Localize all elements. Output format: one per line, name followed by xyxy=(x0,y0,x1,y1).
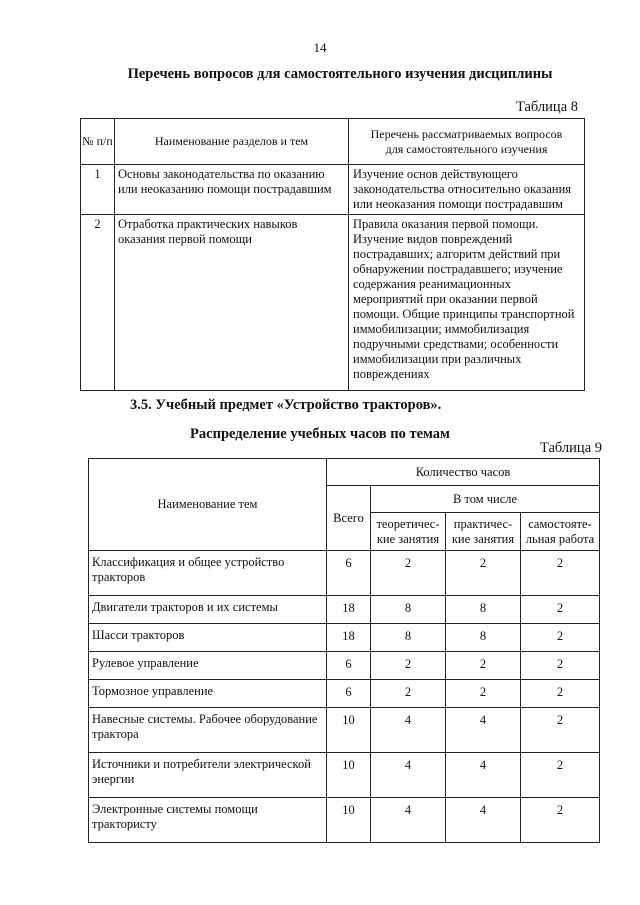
self-hours: 2 xyxy=(521,680,600,708)
topic-name: Шасси тракторов xyxy=(89,624,327,652)
table-row xyxy=(81,215,585,391)
table-row xyxy=(89,624,600,652)
total-hours: 10 xyxy=(327,753,371,798)
table8-label: Таблица 8 xyxy=(515,99,578,115)
total-hours: 18 xyxy=(327,596,371,624)
table-row xyxy=(89,680,600,708)
col-header-section: Наименование разделов и тем xyxy=(115,119,349,165)
topic-name: Классификация и общее устройство тракторов xyxy=(89,551,327,596)
table-row xyxy=(89,652,600,680)
total-hours: 6 xyxy=(327,680,371,708)
theory-hours: 4 xyxy=(371,798,446,843)
col-header-total: Всего xyxy=(327,486,371,551)
self-hours: 2 xyxy=(521,798,600,843)
topic-name: Электронные системы помощи трактористу xyxy=(89,798,327,843)
theory-hours: 4 xyxy=(371,708,446,753)
self-hours: 2 xyxy=(521,753,600,798)
total-hours: 6 xyxy=(327,652,371,680)
table-row xyxy=(89,798,600,843)
col-header-topic: Наименование тем xyxy=(89,459,327,551)
table-header-row xyxy=(81,119,585,165)
theory-hours: 2 xyxy=(371,680,446,708)
table9-label: Таблица 9 xyxy=(539,440,602,456)
questions-cell: Изучение основ действующего законодательства относительно оказания или неоказания помощи пострадавшим xyxy=(349,165,585,215)
col-header-including: В том числе xyxy=(371,486,600,513)
theory-hours: 4 xyxy=(371,753,446,798)
hours-table xyxy=(88,458,600,843)
practice-hours: 4 xyxy=(446,753,521,798)
topic-name: Тормозное управление xyxy=(89,680,327,708)
col-header-self: самостояте-льная работа xyxy=(521,513,600,551)
total-hours: 6 xyxy=(327,551,371,596)
col-header-number: № п/п xyxy=(81,119,115,165)
self-hours: 2 xyxy=(521,551,600,596)
table-row xyxy=(89,596,600,624)
practice-hours: 8 xyxy=(446,596,521,624)
section-name: Основы законодательства по оказанию или неоказанию помощи пострадавшим xyxy=(115,165,349,215)
practice-hours: 8 xyxy=(446,624,521,652)
practice-hours: 2 xyxy=(446,652,521,680)
col-header-questions: Перечень рассматриваемых вопросов для самостоятельного изучения xyxy=(349,119,585,165)
table-row xyxy=(81,165,585,215)
table-row xyxy=(89,551,600,596)
theory-hours: 8 xyxy=(371,624,446,652)
table-row xyxy=(89,753,600,798)
theory-hours: 8 xyxy=(371,596,446,624)
topic-name: Рулевое управление xyxy=(89,652,327,680)
section-heading: 3.5. Учебный предмет «Устройство тракторов». xyxy=(130,397,442,413)
self-hours: 2 xyxy=(521,708,600,753)
col-header-hours: Количество часов xyxy=(327,459,600,486)
row-number: 2 xyxy=(81,215,115,391)
hours-title: Распределение учебных часов по темам xyxy=(190,426,450,442)
table-row xyxy=(89,708,600,753)
total-hours: 18 xyxy=(327,624,371,652)
topic-name: Двигатели тракторов и их системы xyxy=(89,596,327,624)
topic-name: Навесные системы. Рабочее оборудование трактора xyxy=(89,708,327,753)
total-hours: 10 xyxy=(327,798,371,843)
col-header-practice: практичес-кие занятия xyxy=(446,513,521,551)
self-hours: 2 xyxy=(521,624,600,652)
practice-hours: 4 xyxy=(446,708,521,753)
section-name: Отработка практических навыков оказания первой помощи xyxy=(115,215,349,391)
topic-name: Источники и потребители электрической энергии xyxy=(89,753,327,798)
self-study-table xyxy=(80,118,585,391)
col-header-theory: теоретичес-кие занятия xyxy=(371,513,446,551)
theory-hours: 2 xyxy=(371,652,446,680)
practice-hours: 2 xyxy=(446,680,521,708)
practice-hours: 4 xyxy=(446,798,521,843)
total-hours: 10 xyxy=(327,708,371,753)
questions-cell: Правила оказания первой помощи. Изучение видов повреждений пострадавших; алгоритм действий при обнаружении пострадавшего; изучение содержания реанимационных мероприятий при оказании первой помощи. Общие принципы транспортной иммобилизации; иммобилизация подручными средствами; особенности иммобилизации при различных повреждениях xyxy=(349,215,585,391)
self-hours: 2 xyxy=(521,596,600,624)
page-number: 14 xyxy=(313,40,327,55)
theory-hours: 2 xyxy=(371,551,446,596)
practice-hours: 2 xyxy=(446,551,521,596)
self-hours: 2 xyxy=(521,652,600,680)
row-number: 1 xyxy=(81,165,115,215)
table-header-row xyxy=(89,459,600,486)
self-study-title: Перечень вопросов для самостоятельного изучения дисциплины xyxy=(127,66,553,82)
